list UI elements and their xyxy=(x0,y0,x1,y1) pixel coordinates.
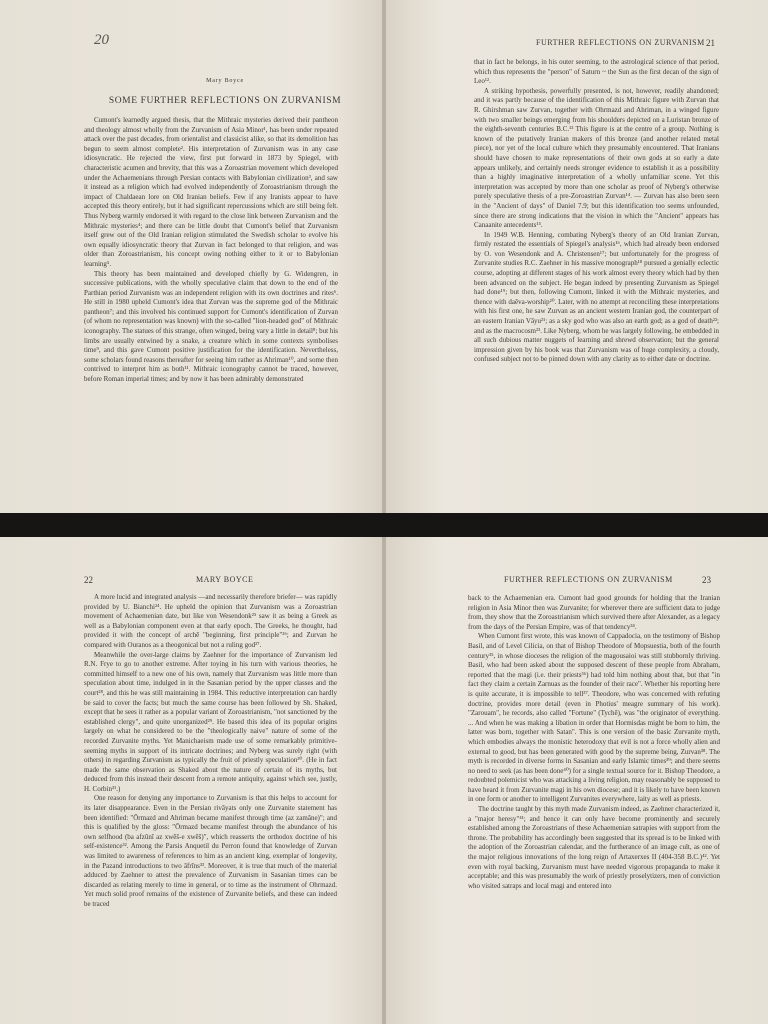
paragraph: A striking hypothesis, powerfully presented, is not, however, readily abandoned; and it was partly because of the identification of this Mithraic figure with Zurvan that R. Ghirshman saw Zurvan, together with Ohrmazd and Ahriman, in a winged figure with two smaller beings emerging from his shoulders depicted on a Luristan bronze of the eighth-seventh centuries B.C.¹³ This figure is at the centre of a group. Nothing is known of the putatively Iranian makers of this bronze (and another related metal piece), nor yet of the local culture which they presumably encountered. That Iranians should have chosen to make representations of their own gods at so early a date appears unlikely, and certainly needs stronger evidence to establish it as a possibility than a highly imaginative interpretation of a wholly unfamiliar scene. Yet this interpretation was accepted by more than one scholar as proof of Nyberg's otherwise purely speculative thesis of a pre-Zoroastrian Zurvan¹⁴. — Zurvan has also been seen in the "Ancient of days" of Daniel 7.9; but this identification too seems unfounded, since there are strong indications that the vision in which the "Ancient" appears has Canaanite antecedents¹⁵. xyxy=(474,86,719,230)
page-22 xyxy=(0,537,382,1024)
paragraph: In 1949 W.B. Henning, combating Nyberg's theory of an Old Iranian Zurvan, firmly restated the essentials of Spiegel's analysis¹⁶, which had already been endorsed by O. von Wesendonk and A. Christensen¹⁷; but unfortunately for the progress of Zurvanite studies R.C. Zaehner in his massive monograph¹⁸ pursued a genially eclectic course, adopting at different stages of his work almost every theory which had by then been advanced on the subject. He began indeed by presenting Zurvanism as Spiegel had done¹⁹; but then, following Cumont, linked it with the Mithraic mysteries, and thence with daēva-worship²⁰. Later, with no attempt at reconciling these interpretations with his first one, he saw Zurvan as an ancient western Iranian god, the counterpart of an eastern Iranian Vāyu²¹; as a sky god who was also an earth god; as a god of death²²; and as the macrocosm²³. Like Nyberg, whom he was largely following, he embedded in all such dubious matter nuggets of learning and shrewd observation; but the general impression given by his book was that Zurvanism was of huge complexity, a cloudy, confused subject not to be pinned down with any clarity as to either date or doctrine. xyxy=(474,230,719,364)
handwritten-page-number: 20 xyxy=(94,32,109,48)
paragraph: One reason for denying any importance to Zurvanism is that this helps to account for its later disappearance. Even in the Persian rivāyats only one Zurvanite statement has been identified: "Ōrmazd and Ahriman became manifest through time (az zamāne)"; and this is qualified by the gloss: "Ōrmazd became manifest through the abundance of his own selfhood (ba afzūnī az xwēš-e xwēš)", which reasserts the orthodox doctrine of his self-existence³². Among the Parsis Anquetil du Perron found that knowledge of Zurvan was limited to awareness of references to him as an ancient king, exemplar of longevity, in the Pazand introductions to two āfrīns³³. Moreover, it is true that much of the material adduced by Zaehner to attest the prevalence of Zurvanism in Sasanian times can be discarded as relating merely to time in general, or to time as the instrument of Ohrmazd. Yet much solid proof remains of the existence of Zurvanite beliefs, and these can indeed be traced xyxy=(84,794,337,908)
paragraph: Cumont's learnedly argued thesis, that the Mithraic mysteries derived their pantheon and theology almost wholly from the Zurvanism of Asia Minor¹, has been under repeated attack over the past decades, from orientalist and classicist alike, so that its demolition has begun to seem almost complete². His interpretation of Zurvanism was in any case idiosyncratic. He rejected the view, first put forward in 1873 by Spiegel, with characteristic acumen and brevity, that this was a Zoroastrian movement which developed under the Achaemenians through Persian contacts with Babylonian civilization³, and saw it instead as a religion which had evolved independently of Zoroastrianism through the impact of Chaldaean lore on Old Iranian beliefs. Few if any Iranists appear to have accepted this theory entirely, but it had significant repercussions which are still being felt. Thus Nyberg warmly endorsed it with regard to the close link between Zurvanism and the Mithraic mysteries⁴; and there can be little doubt that Cumont's belief that Zurvanism itself grew out of the Old Iranian religion stimulated the Swedish scholar to evolve his own equally idiosyncratic theory that Zurvan in fact belonged to that religion, and was older than Zoroastrianism, his concept owing nothing either to it or to Babylonian learning⁵. xyxy=(84,116,338,268)
running-head: FURTHER REFLECTIONS ON ZURVANISM xyxy=(536,38,705,47)
page-23 xyxy=(386,537,768,1024)
article-author: Mary Boyce xyxy=(206,78,244,84)
paragraph: This theory has been maintained and developed chiefly by G. Widengren, in successive publications, with the wholly speculative claim that down to the end of the Parthian period Zurvanism was an independent religion with its own doctrines and rites⁶. He still in 1980 upheld Cumont's idea that Zurvan was the supreme god of the Mithraic pantheon⁷; and this involved his continued support for Cumont's identification of Zurvan (of whom no representation was known) with the so-called "lion-headed god" of Mithraic iconography. The statues of this strange, often winged, being vary a little in detail⁸; but his limbs are usually entwined by a snake, a creature which in some contexts symbolises time⁹, and this gave Cumont positive justification for the identification. Nevertheless, some scholars found reasons thereafter for seeing him rather as Ahriman¹⁰, and some then contrived to interpret him as both¹¹. Mithraic iconography cannot be traced, however, before Roman imperial times; and by now it has been admirably demonstrated xyxy=(84,269,338,384)
page-number: 21 xyxy=(706,38,715,48)
paragraph: A more lucid and integrated analysis —and necessarily therefore briefer— was rapidly provided by U. Bianchi²⁴. He upheld the opinion that Zurvanism was a Zoroastrian movement of Achaemenian date, but like von Wesendonk²⁵ saw it as being a Greek as well as a Babylonian component even at that early epoch. The Greeks, he thought, had provided it with the concept of archē "beginning, first principle"²⁶; and Zurvan he compared with Ouranos as a theogonical but not a ruling god²⁷. xyxy=(84,593,337,649)
running-head: FURTHER REFLECTIONS ON ZURVANISM xyxy=(504,575,673,584)
page-number: 23 xyxy=(702,575,711,585)
paragraph: back to the Achaemenian era. Cumont had good grounds for holding that the Iranian religion in Asia Minor then was Zurvanite; for wherever there are sufficient data to judge from, they show that the Zoroastrianism which survived there after Alexander, as a legacy from the days of the Persian Empire, was of that tendency³⁴. xyxy=(468,594,720,631)
body-text xyxy=(84,593,337,910)
page-number: 22 xyxy=(84,575,93,585)
page-21 xyxy=(386,0,768,513)
paragraph: When Cumont first wrote, this was known of Cappadocia, on the testimony of Bishop Basil, and of Level Cilicia, on that of Bishop Theodore of Mopsuestia, both of the fourth century³⁵, in whose dioceses the religion of the magousaioi was still stubbornly thriving. Basil, who had been asked about the supposed descent of these people from Abraham, reported that the magi (i.e. their priests³⁶) had told him nothing about that, but that "in fact they claim a certain Zarnuas as the founder of their race". Whether his reporting here is quite accurate, it is impossible to tell³⁷. Theodore, who was concerned with refuting doctrine, provides more detail (even in Photius' meagre summary of his work). "Zarouam", he records, also called "Fortune" (Tychē), was "the originator of everything. ... And when he was making a libation in order that Hormisdas might be born to him, the latter was born, together with Satan". This is one version of the basic Zurvanite myth, which embodies always the monistic heterodoxy that evil is not a force wholly alien and external to good, but has been generated with good by the supreme being, Zurvan³⁸. The myth is recorded in diverse forms in Sasanian and early Islamic times³⁹; and there seems no need to seek (as has been done⁴⁰) for a single textual source for it. Bishop Theodore, a redoubted polemicist who was attacking a living religion, may reasonably be supposed to have heard it from Zurvanite magi in his own diocese; and it is likely to have been known in one form or another to intelligent Zurvanites everywhere, laity as well as priests. xyxy=(468,632,720,804)
page-20 xyxy=(0,0,382,513)
body-text xyxy=(84,116,338,385)
body-text xyxy=(474,58,719,365)
paragraph: Meanwhile the over-large claims by Zaehner for the importance of Zurvanism led R.N. Frye to go to another extreme. After toying in his turn with various theories, he committed himself to a new one of his own, namely that Zurvanism was little more than speculation about time, indulged in in the Sasanian period by the upper classes and the court²⁸, and this he was still maintaining in 1984. This reductive interpretation can hardly be said to cover the facts; but much the same course has been followed by Sh. Shaked, except that he sees it rather as a popular variant of Zoroastrianism, "not sanctioned by the established clergy", and quite unorganized²⁹. He based this idea of its popular origins largely on what he considered to be the "theologically naive" nature of some of the recorded Zurvanite myths. Yet Manichaeism made use of some remarkably primitive-seeming myths in support of its intricate doctrines; and Nyberg was surely right (with others) in regarding Zurvanism as typically the fruit of priestly speculation³⁰. (He in fact made the same observation as Shaked about the nature of certain of its myths, but deduced from this instead their descent from a remote antiquity, against which see, justly, H. Corbin³¹.) xyxy=(84,650,337,793)
running-head: MARY BOYCE xyxy=(196,575,254,584)
bottom-spread xyxy=(0,537,768,1024)
paragraph: The doctrine taught by this myth made Zurvanism indeed, as Zaehner characterized it, a "major heresy"⁴¹; and hence it can only have become prominently and securely established among the Zoroastrians of these Achaemenian satrapies with support from the throne. The probability has accordingly been suggested that its spread is to be linked with the adoption of the Zoroastrian calendar, and the furtherance of an image cult, as one of the major religious innovations of the long reign of Artaxerxes II (404-358 B.C.)⁴². Yet even with royal backing, Zurvanism must have needed vigorous propaganda to make it acceptable; and this was presumably the work of priestly proselytizers, men of conviction who visited satraps and local magi and entered into xyxy=(468,805,720,890)
article-title: SOME FURTHER REFLECTIONS ON ZURVANISM xyxy=(108,96,342,106)
body-text xyxy=(468,594,720,891)
paragraph: that in fact he belongs, in his outer seeming, to the astrological science of that period, which thus represents the "person" of Saturn ~ the Sun as the first decan of the sign of Leo¹². xyxy=(474,58,719,86)
spread-divider xyxy=(0,513,768,537)
